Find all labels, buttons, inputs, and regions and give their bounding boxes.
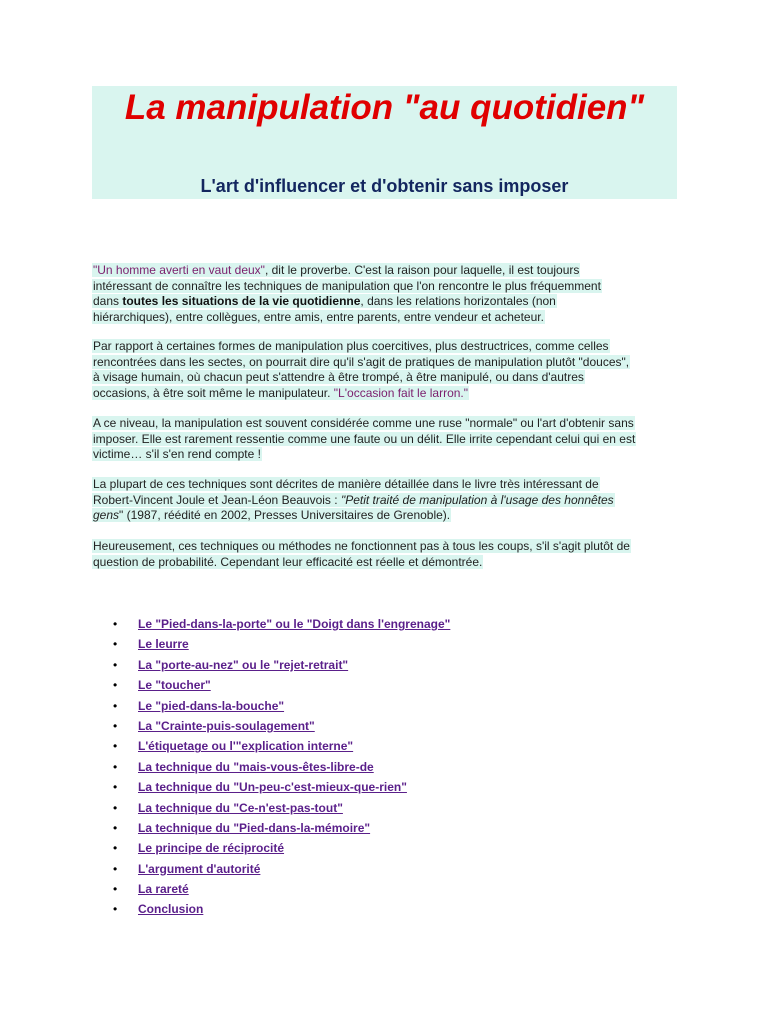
- toc-item: [92, 798, 692, 818]
- paragraph-line: [92, 493, 615, 507]
- paragraph-line: [92, 263, 580, 277]
- bullet-icon: •: [113, 637, 118, 652]
- paragraph-line: A ce niveau, la manipulation est souvent considérée comme une ruse "normale" ou l'art d'obtenir sans: [93, 416, 634, 430]
- paragraph-text: occasions, à être soit même le manipulateur.: [93, 385, 334, 400]
- book-title-end: gens: [93, 508, 120, 522]
- bullet-icon: •: [113, 902, 118, 917]
- occasion-quote: "L'occasion fait le larron.": [333, 385, 469, 400]
- bullet-icon: •: [113, 617, 118, 631]
- toc-link[interactable]: Le "pied-dans-la-bouche": [138, 698, 285, 713]
- toc-link[interactable]: La "porte-au-nez" ou le "rejet-retrait": [138, 657, 349, 672]
- paragraph-text: , dans les relations horizontales (non: [360, 294, 556, 308]
- paragraph-line: Heureusement, ces techniques ou méthodes ne fonctionnent pas à tous les coups, s'il s'agit plutôt de: [93, 539, 630, 553]
- bullet-icon: •: [113, 820, 118, 835]
- emphasis-text: toutes les situations de la vie quotidienne: [122, 294, 361, 308]
- paragraph-text: Robert-Vincent Joule et Jean-Léon Beauvois :: [93, 492, 341, 507]
- book-title: "Petit traité de manipulation à l'usage des honnêtes: [340, 492, 614, 507]
- bullet-icon: •: [113, 780, 118, 795]
- paragraph-line: [92, 508, 451, 522]
- context-paragraph: [92, 339, 630, 401]
- toc-item: [92, 838, 692, 858]
- paragraph-text: dans: [93, 294, 123, 308]
- toc-link[interactable]: Le "Pied-dans-la-porte" ou le "Doigt dans l'engrenage": [138, 617, 451, 631]
- bullet-icon: •: [113, 739, 118, 754]
- toc-item: [92, 655, 692, 675]
- paragraph-line: [92, 386, 469, 400]
- bullet-icon: •: [113, 678, 118, 693]
- toc-item: [92, 777, 692, 797]
- paragraph-line: rencontrées dans les sectes, on pourrait dire qu'il s'agit de pratiques de manipulation plutôt "douces",: [93, 354, 630, 369]
- toc-link[interactable]: La technique du "mais-vous-êtes-libre-de: [138, 759, 374, 774]
- toc-item: [92, 675, 692, 695]
- toc-link[interactable]: Conclusion: [138, 902, 204, 917]
- paragraph-line: intéressant de connaître les techniques de manipulation que l'on rencontre le plus fréquemment: [93, 278, 601, 293]
- bullet-icon: •: [113, 759, 118, 774]
- paragraph-line: question de probabilité. Cependant leur efficacité est réelle et démontrée.: [93, 554, 483, 569]
- paragraph-text: " (1987, réédité en 2002, Presses Universitaires de Grenoble).: [119, 508, 451, 522]
- bullet-icon: •: [113, 882, 118, 897]
- page-subtitle: L'art d'influencer et d'obtenir sans imposer: [200, 176, 569, 196]
- toc-item: [92, 818, 692, 838]
- page-title: La manipulation "au quotidien": [124, 88, 645, 127]
- toc-link[interactable]: Le "toucher": [138, 678, 211, 693]
- toc-item: [92, 736, 692, 756]
- toc-item: [92, 899, 692, 919]
- level-paragraph: [92, 416, 636, 463]
- toc-link[interactable]: La technique du "Ce-n'est-pas-tout": [138, 800, 343, 815]
- bullet-icon: •: [113, 841, 118, 856]
- paragraph-line: victime… s'il s'en rend compte !: [93, 447, 261, 461]
- paragraph-line: La plupart de ces techniques sont décrites de manière détaillée dans le livre très intéressant de: [93, 477, 599, 491]
- toc-link[interactable]: La rareté: [138, 882, 189, 897]
- proverb-quote: "Un homme averti en vaut deux": [93, 263, 265, 277]
- bullet-icon: •: [113, 718, 118, 733]
- toc-item: [92, 716, 692, 736]
- paragraph-line: à visage humain, où chacun peut s'attendre à être trompé, à être manipulé, ou dans d'autres: [93, 370, 584, 384]
- intro-paragraph: [92, 263, 602, 325]
- toc-item: [92, 696, 692, 716]
- paragraph-text: , dit le proverbe. C'est la raison pour laquelle, il est toujours: [264, 263, 580, 277]
- toc-item: [92, 757, 692, 777]
- toc-link[interactable]: L'argument d'autorité: [138, 861, 261, 876]
- bullet-icon: •: [113, 698, 118, 713]
- paragraph-line: hiérarchiques), entre collègues, entre amis, entre parents, entre vendeur et acheteur.: [93, 309, 544, 324]
- table-of-contents: [92, 614, 692, 920]
- toc-link[interactable]: La "Crainte-puis-soulagement": [138, 718, 315, 733]
- paragraph-line: [92, 294, 557, 308]
- toc-item: [92, 634, 692, 654]
- title-banner: [92, 86, 677, 199]
- toc-link[interactable]: Le principe de réciprocité: [138, 841, 285, 856]
- bullet-icon: •: [113, 800, 118, 815]
- toc-item: [92, 614, 692, 634]
- conclusion-paragraph: [92, 539, 631, 570]
- toc-link[interactable]: L'étiquetage ou l'"explication interne": [138, 739, 354, 754]
- toc-link[interactable]: Le leurre: [138, 637, 189, 652]
- bullet-icon: •: [113, 657, 118, 672]
- paragraph-line: imposer. Elle est rarement ressentie comme une faute ou un délit. Elle irrite cependant celui qui en est: [93, 431, 636, 446]
- toc-link[interactable]: La technique du "Un-peu-c'est-mieux-que-rien": [138, 780, 407, 795]
- paragraph-line: Par rapport à certaines formes de manipulation plus coercitives, plus destructrices, comme celles: [93, 339, 609, 353]
- bullet-icon: •: [113, 861, 118, 876]
- toc-item: [92, 859, 692, 879]
- toc-link[interactable]: La technique du "Pied-dans-la-mémoire": [138, 820, 371, 835]
- toc-item: [92, 879, 692, 899]
- book-paragraph: [92, 477, 615, 524]
